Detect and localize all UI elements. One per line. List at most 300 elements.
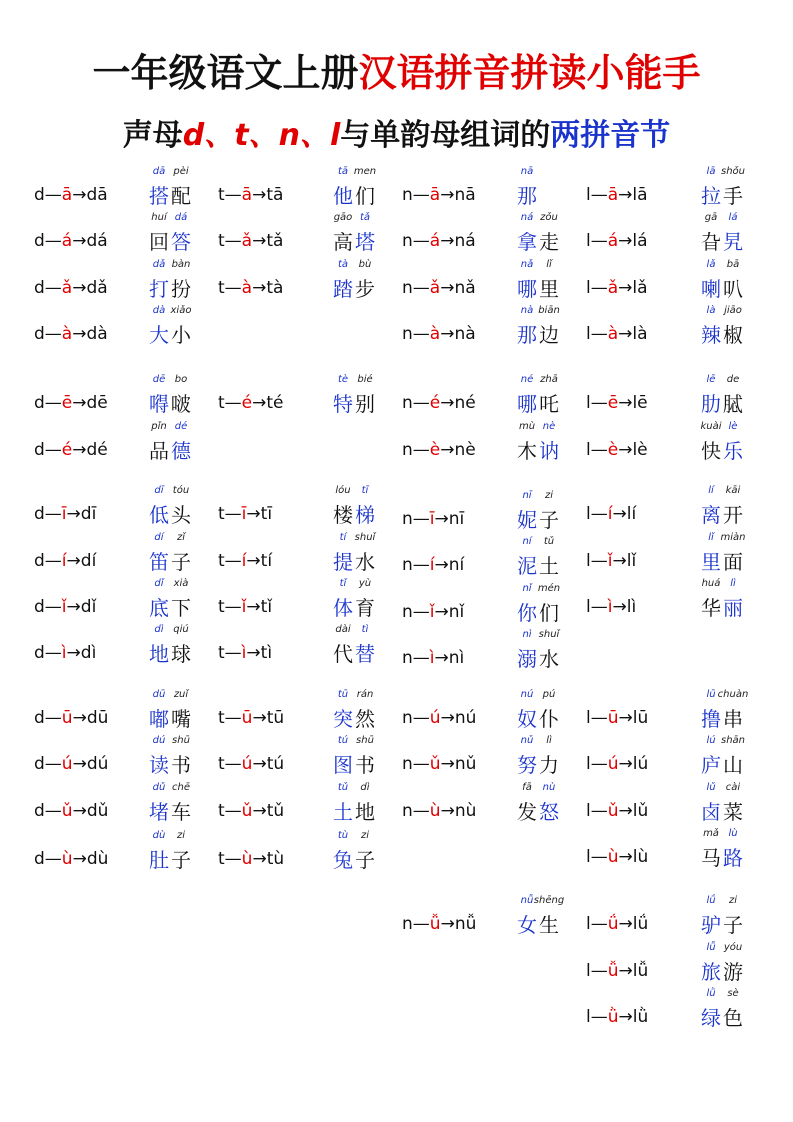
word-character [170,259,192,303]
hanzi-character: 啵 [171,392,191,416]
spelling-formula [34,548,96,574]
hanzi-character: 小 [171,323,191,347]
title-main: 一年级语文上册 [92,51,359,95]
example-word [148,374,192,418]
hanzi-character: 驴 [701,913,721,937]
pinyin-label: cài [725,782,741,793]
word-character [722,735,744,779]
pinyin-label: nù [542,782,556,793]
initial-letter: l [586,278,591,298]
dash-sign: — [224,643,242,663]
initial-letter: l [586,961,591,981]
pinyin-label: lóu [335,485,351,496]
pinyin-label: zi [728,895,738,906]
pinyin-label: nī [522,490,532,501]
pinyin-label: chē [172,782,190,793]
example-word [700,578,744,622]
pinyin-label: gā [704,212,718,223]
word-character [722,374,744,418]
syllable-result: lǜ [632,1007,649,1027]
dash-sign: — [590,185,608,205]
hanzi-character: 车 [171,800,191,824]
example-word [700,485,744,529]
hanzi-character: 子 [723,913,743,937]
pinyin-label: pú [542,689,556,700]
example-word [516,259,560,303]
arrow-sign: → [612,504,627,524]
pinyin-label: lí [708,485,714,496]
vowel-letter: é [241,393,253,413]
example-word [700,166,744,210]
word-character [538,212,560,256]
syllable-result: lū [632,708,649,728]
vowel-letter: ú [61,754,73,774]
arrow-sign: → [618,754,633,774]
hanzi-character: 书 [355,753,375,777]
title-highlight: 汉语拼音拼读小能手 [358,51,701,95]
arrow-sign: → [618,1007,633,1027]
hanzi-character: 子 [539,508,559,532]
vowel-letter: ú [607,754,619,774]
pinyin-label: dà [152,305,166,316]
arrow-sign: → [612,551,627,571]
hanzi-character: 绿 [701,1006,721,1030]
dash-sign: — [44,440,62,460]
example-word [700,532,744,576]
hanzi-character: 哪 [517,277,537,301]
initial-letter: t [218,551,225,571]
pinyin-label: shū [356,735,374,746]
pinyin-label: lǐ [708,532,714,543]
arrow-sign: → [440,324,455,344]
arrow-sign: → [252,801,267,821]
word-character [354,782,376,826]
dash-sign: — [44,393,62,413]
pinyin-label: nǎ [520,259,534,270]
spelling-formula [402,506,464,532]
spelling-formula [218,275,283,301]
hanzi-character: 妮 [517,508,537,532]
example-word [516,305,560,349]
target-character [354,485,376,529]
initial-letter: n [402,324,413,344]
pinyin-label: biān [538,305,560,316]
initial-letter: n [402,555,413,575]
word-character [170,166,192,210]
arrow-sign: → [440,231,455,251]
arrow-sign: → [440,440,455,460]
target-character [354,624,376,668]
arrow-sign: → [618,440,633,460]
initial-letter: t [218,231,225,251]
example-word [148,578,192,622]
word-character [170,689,192,733]
dash-sign: — [590,440,608,460]
hanzi-character: 旯 [723,230,743,254]
arrow-sign: → [252,185,267,205]
initial-letter: t [218,393,225,413]
word-character [538,689,560,733]
spelling-formula [402,645,464,671]
dash-sign: — [590,504,608,524]
hanzi-character: 哪 [517,392,537,416]
syllable-result: lí [626,504,637,524]
syllable-result: té [266,393,284,413]
pinyin-label: zi [544,490,554,501]
word-character [538,305,560,349]
vowel-letter: í [429,555,435,575]
dash-sign: — [44,849,62,869]
word-character [354,259,376,303]
hanzi-character: 庐 [701,753,721,777]
syllable-result: nà [454,324,476,344]
page-subtitle [0,114,793,158]
pinyin-label: dù [152,830,166,841]
hanzi-character: 水 [355,550,375,574]
vowel-letter: ī [61,504,67,524]
initial-letter: n [402,708,413,728]
spelling-formula [34,321,108,347]
pinyin-label: zuǐ [173,689,189,700]
pinyin-label: là [706,305,716,316]
dash-sign: — [44,801,62,821]
vowel-letter: á [429,231,441,251]
example-word [332,830,376,874]
pinyin-label: tǐ [339,578,347,589]
arrow-sign: → [72,324,87,344]
dash-sign: — [412,185,430,205]
example-word [148,166,192,210]
spelling-formula [402,751,476,777]
pinyin-label: tū [337,689,349,700]
pinyin-label: yóu [723,942,743,953]
syllable-result: nī [448,509,465,529]
example-word [332,624,376,668]
pinyin-label: shū [172,735,190,746]
vowel-letter: è [429,440,441,460]
example-word [516,536,560,580]
vowel-letter: á [607,231,619,251]
hanzi-character: 发 [517,800,537,824]
pinyin-label: kuài [700,421,722,432]
hanzi-character: 突 [333,707,353,731]
syllable-result: dī [80,504,97,524]
dash-sign: — [224,754,242,774]
pinyin-label: lá [728,212,738,223]
word-character [722,782,744,826]
arrow-sign: → [246,643,261,663]
initial-letter: l [586,914,591,934]
hanzi-character: 卤 [701,800,721,824]
word-character [722,532,744,576]
initial-letter: n [402,914,413,934]
target-character [516,166,538,210]
pinyin-label: dē [152,374,166,385]
initial-letter: t [218,185,225,205]
example-word [148,830,192,874]
dash-sign: — [412,708,430,728]
arrow-sign: → [246,504,261,524]
spelling-formula [218,390,284,416]
syllable-result: tī [260,504,273,524]
pinyin-label: zǒu [540,212,558,223]
hanzi-character: 面 [723,550,743,574]
target-character [538,782,560,826]
spelling-formula [218,705,284,731]
pinyin-label: dé [174,421,188,432]
hanzi-character: 撸 [701,707,721,731]
hanzi-character: 地 [355,800,375,824]
word-character [170,624,192,668]
hanzi-character: 提 [333,550,353,574]
spelling-formula [586,594,636,620]
vowel-letter: à [61,324,73,344]
example-word [332,212,376,256]
vowel-letter: í [61,551,67,571]
pinyin-label: chuàn [717,689,749,700]
pinyin-label: dú [152,735,166,746]
arrow-sign: → [252,708,267,728]
example-word [332,374,376,418]
dash-sign: — [590,914,608,934]
dash-sign: — [412,509,430,529]
vowel-letter: ù [61,849,73,869]
example-word [516,166,538,210]
initial-letter: l [586,801,591,821]
pinyin-label: lǐ [546,259,552,270]
dash-sign: — [44,551,62,571]
syllable-result: dé [86,440,108,460]
vowel-letter: ǐ [429,602,435,622]
word-character [717,689,749,733]
subtitle-part-3: 与单韵母组词的 [340,118,551,153]
dash-sign: — [412,602,430,622]
spelling-formula [218,182,283,208]
initial-letter: d [34,597,45,617]
spelling-formula [586,1004,648,1030]
pinyin-label: lē [706,374,716,385]
hanzi-character: 体 [333,596,353,620]
initial-letter: d [34,754,45,774]
example-word [700,942,744,986]
vowel-letter: à [429,324,441,344]
hanzi-character: 堵 [149,800,169,824]
hanzi-character: 土 [333,800,353,824]
hanzi-character: 路 [723,846,743,870]
spelling-formula [402,228,476,254]
pinyin-label: miàn [720,532,746,543]
pinyin-label: pǐn [151,421,167,432]
target-character [722,212,744,256]
hanzi-character: 那 [517,323,537,347]
pinyin-label: nǚ [520,895,534,906]
spelling-formula [34,751,108,777]
vowel-letter: ǚ [429,914,441,934]
spelling-formula [218,501,272,527]
example-word [148,532,192,576]
syllable-result: nú [454,708,477,728]
initial-letter: t [218,801,225,821]
hanzi-character: 生 [539,913,559,937]
pinyin-label: nǔ [520,735,534,746]
hanzi-character: 努 [517,753,537,777]
hanzi-character: 快 [701,439,721,463]
hanzi-character: 他 [333,184,353,208]
arrow-sign: → [440,801,455,821]
initial-letter: d [34,231,45,251]
hanzi-character: 高 [333,230,353,254]
initial-letter: n [402,602,413,622]
dash-sign: — [590,754,608,774]
hanzi-character: 塔 [355,230,375,254]
hanzi-character: 那 [517,184,537,208]
arrow-sign: → [66,504,81,524]
initial-letter: d [34,185,45,205]
dash-sign: — [590,551,608,571]
vowel-letter: ǔ [241,801,253,821]
pinyin-label: zi [360,830,370,841]
spelling-formula [402,390,476,416]
example-word [516,374,560,418]
vowel-letter: ì [607,597,613,617]
word-character [354,689,376,733]
vowel-letter: ǘ [607,914,619,934]
hanzi-character: 育 [355,596,375,620]
spelling-formula [586,958,648,984]
initial-letter: l [586,324,591,344]
hanzi-character: 喇 [701,277,721,301]
spelling-formula [586,844,648,870]
arrow-sign: → [66,643,81,663]
example-word [332,735,376,779]
pinyin-label: dì [154,624,164,635]
spelling-formula [402,552,464,578]
dash-sign: — [590,801,608,821]
word-character [170,374,192,418]
initial-letter: d [34,551,45,571]
spelling-formula [218,640,272,666]
spelling-formula [402,182,476,208]
initial-letter: l [586,708,591,728]
word-character [170,830,192,874]
arrow-sign: → [72,231,87,251]
hanzi-character: 楼 [333,503,353,527]
syllable-result: né [454,393,476,413]
word-character [354,532,376,576]
example-word [148,212,192,256]
hanzi-character: 泥 [517,554,537,578]
vowel-letter: ú [241,754,253,774]
initial-letter: l [586,393,591,413]
dash-sign: — [224,278,242,298]
pinyin-label: bàn [171,259,191,270]
pinyin-label: rán [356,689,374,700]
syllable-result: nù [454,801,477,821]
spelling-formula [218,548,272,574]
hanzi-character: 菜 [723,800,743,824]
arrow-sign: → [618,324,633,344]
word-character [538,536,560,580]
word-character [170,782,192,826]
arrow-sign: → [618,185,633,205]
vowel-letter: ā [429,185,441,205]
pinyin-label: shuǐ [354,532,376,543]
example-word [516,895,565,939]
word-character [538,259,560,303]
target-character [722,828,744,872]
example-word [516,629,560,673]
dash-sign: — [590,1007,608,1027]
word-character [722,988,744,1032]
word-character [354,166,376,210]
arrow-sign: → [72,440,87,460]
arrow-sign: → [72,278,87,298]
word-character [722,942,744,986]
pinyin-label: dài [335,624,351,635]
vowel-letter: ǎ [241,231,253,251]
hanzi-character: 你 [517,601,537,625]
hanzi-character: 辣 [701,323,721,347]
hanzi-character: 大 [149,323,169,347]
spelling-formula [402,275,476,301]
initial-letter: t [218,849,225,869]
dash-sign: — [412,754,430,774]
pinyin-label: dí [154,532,164,543]
spelling-formula [586,911,648,937]
hanzi-character: 力 [539,753,559,777]
pinyin-label: tǔ [543,536,555,547]
pinyin-label: tóu [172,485,190,496]
page-title [0,48,793,98]
initial-letter: d [34,393,45,413]
target-character [722,578,744,622]
pinyin-label: zi [176,830,186,841]
pinyin-label: tè [337,374,349,385]
hanzi-character: 拿 [517,230,537,254]
syllable-result: lā [632,185,648,205]
arrow-sign: → [66,597,81,617]
pinyin-label: xiǎo [170,305,192,316]
pinyin-label: nā [520,166,534,177]
pinyin-label: lú [706,735,716,746]
hanzi-character: 边 [539,323,559,347]
vowel-letter: ā [607,185,619,205]
vowel-letter: ǐ [61,597,67,617]
word-character [533,895,565,939]
dash-sign: — [590,597,608,617]
hanzi-character: 球 [171,642,191,666]
initial-letter: d [34,278,45,298]
example-word [148,782,192,826]
dash-sign: — [590,708,608,728]
dash-sign: — [224,708,242,728]
example-word [516,735,560,779]
vowel-letter: à [241,278,253,298]
hanzi-character: 色 [723,1006,743,1030]
syllable-result: nǐ [448,602,465,622]
initial-letter: t [218,278,225,298]
hanzi-character: 梯 [355,503,375,527]
vowel-letter: ǐ [607,551,613,571]
arrow-sign: → [252,393,267,413]
hanzi-character: 奴 [517,707,537,731]
word-character [538,629,560,673]
pinyin-label: dā [152,166,166,177]
hanzi-character: 溺 [517,647,537,671]
spelling-formula [586,501,636,527]
spelling-formula [34,182,108,208]
hanzi-character: 椒 [723,323,743,347]
